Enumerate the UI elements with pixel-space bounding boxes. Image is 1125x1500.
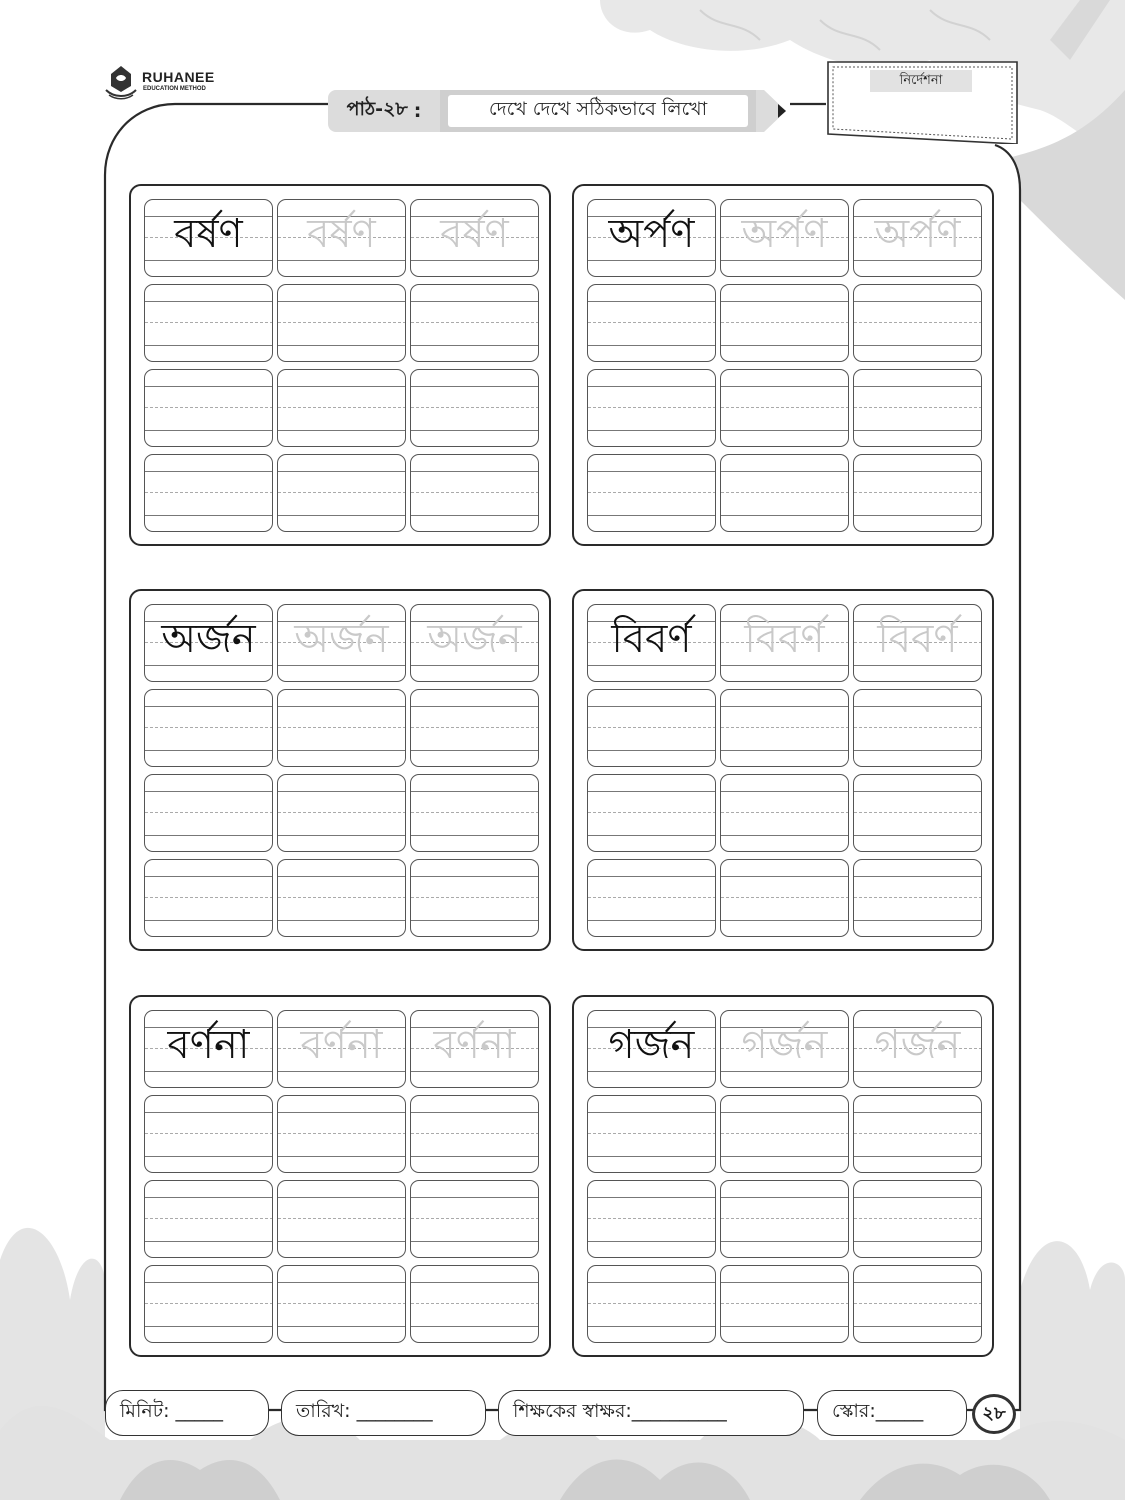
writing-cell[interactable]	[853, 369, 982, 447]
trace-word: অর্পণ	[874, 211, 961, 257]
date-field[interactable]: তারিখ: ________	[281, 1390, 486, 1436]
trace-word-cell	[277, 604, 406, 682]
trace-word: বর্ষণ	[440, 211, 509, 257]
trace-word: বর্ণনা	[300, 1022, 383, 1068]
writing-cell[interactable]	[277, 284, 406, 362]
trace-word: বিবর্ণ	[877, 616, 958, 662]
trace-word: গর্জন	[741, 1022, 828, 1068]
model-word: অর্পণ	[608, 211, 695, 257]
writing-cell[interactable]	[587, 1265, 716, 1343]
writing-cell[interactable]	[277, 774, 406, 852]
model-word-cell	[587, 199, 716, 277]
trace-word: বিবর্ণ	[744, 616, 825, 662]
writing-cell[interactable]	[720, 284, 849, 362]
writing-cell[interactable]	[277, 1265, 406, 1343]
writing-cell[interactable]	[587, 859, 716, 937]
lesson-separator: :	[413, 100, 422, 122]
writing-cell[interactable]	[144, 284, 273, 362]
brand-name: RUHANEE	[142, 69, 215, 85]
practice-panel	[572, 184, 994, 546]
writing-cell[interactable]	[144, 1180, 273, 1258]
trace-word: অর্জন	[294, 616, 389, 662]
logo-icon	[104, 64, 138, 100]
score-field[interactable]: স্কোর:_____	[817, 1390, 967, 1436]
brand-tagline: EDUCATION METHOD	[143, 86, 206, 92]
writing-cell[interactable]	[410, 454, 539, 532]
writing-cell[interactable]	[720, 774, 849, 852]
writing-cell[interactable]	[144, 369, 273, 447]
writing-cell[interactable]	[853, 1095, 982, 1173]
trace-word: বর্ণনা	[433, 1022, 516, 1068]
writing-cell[interactable]	[144, 774, 273, 852]
trace-word: অর্পণ	[741, 211, 828, 257]
model-word-cell	[587, 1010, 716, 1088]
writing-cell[interactable]	[853, 284, 982, 362]
model-word-cell	[144, 1010, 273, 1088]
writing-cell[interactable]	[853, 1180, 982, 1258]
writing-cell[interactable]	[720, 369, 849, 447]
lesson-title-box	[440, 90, 758, 132]
instruction-box	[826, 60, 1019, 144]
trace-word: গর্জন	[874, 1022, 961, 1068]
writing-cell[interactable]	[277, 859, 406, 937]
instruction-label: নির্দেশনা	[870, 70, 972, 92]
page-number: ২৮	[972, 1394, 1016, 1434]
trace-word-cell	[720, 199, 849, 277]
writing-cell[interactable]	[410, 1265, 539, 1343]
practice-panel	[129, 995, 551, 1357]
model-word-cell	[587, 604, 716, 682]
lesson-number-tab	[328, 90, 440, 132]
writing-cell[interactable]	[410, 369, 539, 447]
trace-word-cell	[720, 604, 849, 682]
writing-cell[interactable]	[277, 1095, 406, 1173]
writing-cell[interactable]	[587, 774, 716, 852]
lesson-title: দেখে দেখে সঠিকভাবে লিখো	[448, 95, 748, 127]
model-word: অর্জন	[161, 616, 256, 662]
writing-cell[interactable]	[144, 1095, 273, 1173]
writing-cell[interactable]	[720, 1095, 849, 1173]
writing-cell[interactable]	[720, 1180, 849, 1258]
writing-cell[interactable]	[410, 689, 539, 767]
writing-cell[interactable]	[144, 454, 273, 532]
teacher-signature-field[interactable]: শিক্ষকের স্বাক্ষর:__________	[498, 1390, 804, 1436]
writing-cell[interactable]	[277, 369, 406, 447]
writing-cell[interactable]	[853, 774, 982, 852]
writing-cell[interactable]	[720, 454, 849, 532]
model-word-cell	[144, 604, 273, 682]
trace-word-cell	[410, 1010, 539, 1088]
practice-panel	[129, 589, 551, 951]
trace-word: অর্জন	[427, 616, 522, 662]
model-word: বর্ষণ	[174, 211, 243, 257]
model-word: বিবর্ণ	[611, 616, 692, 662]
writing-cell[interactable]	[720, 689, 849, 767]
trace-word-cell	[277, 199, 406, 277]
trace-word-cell	[410, 604, 539, 682]
practice-panel	[572, 995, 994, 1357]
trace-word-cell	[277, 1010, 406, 1088]
writing-cell[interactable]	[587, 1095, 716, 1173]
practice-panel	[129, 184, 551, 546]
trace-word-cell	[720, 1010, 849, 1088]
writing-cell[interactable]	[720, 859, 849, 937]
writing-cell[interactable]	[144, 689, 273, 767]
writing-cell[interactable]	[587, 1180, 716, 1258]
writing-cell[interactable]	[853, 859, 982, 937]
trace-word: বর্ষণ	[307, 211, 376, 257]
writing-cell[interactable]	[277, 454, 406, 532]
brand-logo	[104, 64, 244, 104]
writing-cell[interactable]	[587, 284, 716, 362]
writing-cell[interactable]	[144, 1265, 273, 1343]
trace-word-cell	[853, 199, 982, 277]
model-word-cell	[144, 199, 273, 277]
writing-cell[interactable]	[410, 1180, 539, 1258]
writing-cell[interactable]	[720, 1265, 849, 1343]
writing-cell[interactable]	[587, 454, 716, 532]
writing-cell[interactable]	[277, 689, 406, 767]
trace-word-cell	[853, 604, 982, 682]
minute-field[interactable]: মিনিট: _____	[105, 1390, 269, 1436]
writing-cell[interactable]	[144, 859, 273, 937]
writing-cell[interactable]	[410, 1095, 539, 1173]
model-word: গর্জন	[608, 1022, 695, 1068]
pencil-tip-icon	[756, 90, 786, 132]
trace-word-cell	[853, 1010, 982, 1088]
writing-cell[interactable]	[410, 859, 539, 937]
writing-cell[interactable]	[410, 284, 539, 362]
writing-cell[interactable]	[853, 689, 982, 767]
lesson-number: পাঠ-২৮	[346, 98, 408, 120]
trace-word-cell	[410, 199, 539, 277]
writing-cell[interactable]	[410, 774, 539, 852]
writing-cell[interactable]	[587, 369, 716, 447]
model-word: বর্ণনা	[167, 1022, 250, 1068]
practice-panel	[572, 589, 994, 951]
writing-cell[interactable]	[277, 1180, 406, 1258]
writing-cell[interactable]	[587, 689, 716, 767]
writing-cell[interactable]	[853, 1265, 982, 1343]
writing-cell[interactable]	[853, 454, 982, 532]
